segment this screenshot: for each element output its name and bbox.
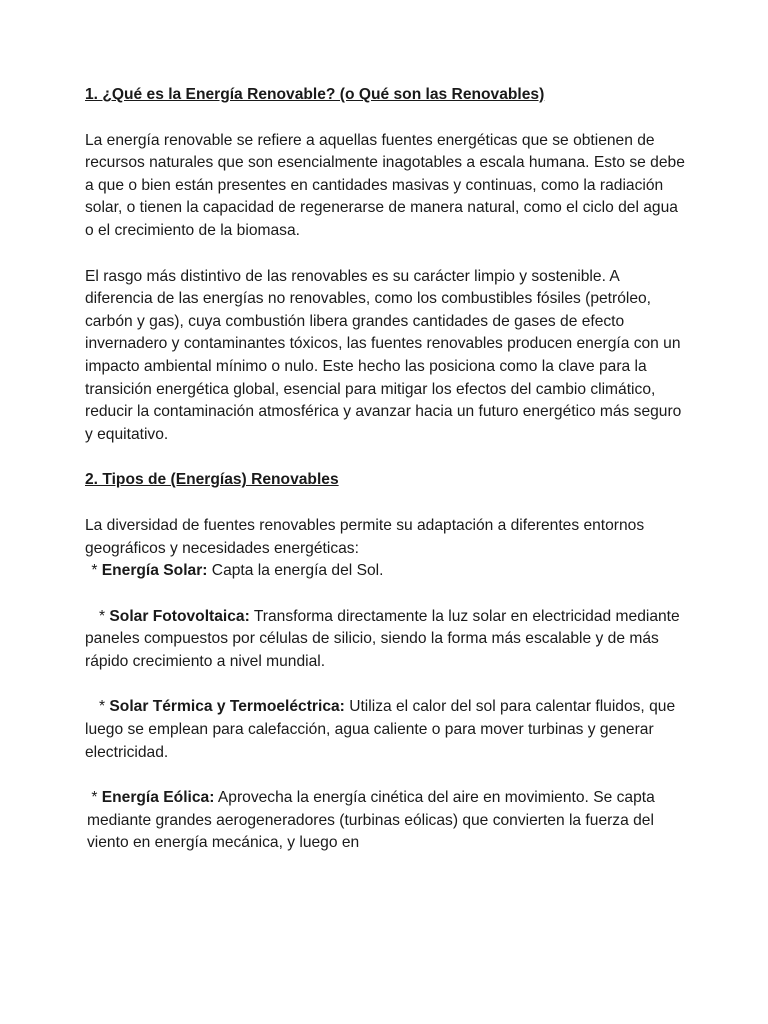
list-item-energia-eolica bbox=[85, 787, 685, 855]
list-item-energia-solar bbox=[85, 560, 685, 583]
list-item-term: Energía Solar: bbox=[101, 562, 208, 580]
list-item-text: Transforma directamente la luz solar en electricidad mediante paneles compuestos por células de silicio, siendo la forma más escalable y de más rápido crecimiento a nivel mundial. bbox=[85, 607, 685, 670]
list-item-text: Aprovecha la energía cinética del aire en movimiento. Se capta mediante grandes aerogeneradores (turbinas eólicas) que convierten la fuerza del viento en energía mecánica, y luego en bbox=[87, 789, 660, 852]
list-item-term: Energía Eólica: bbox=[101, 789, 215, 807]
list-item-text: Capta la energía del Sol. bbox=[207, 562, 384, 580]
list-item-term: Solar Fotovoltaica: bbox=[109, 607, 250, 625]
section-1-paragraph-2: El rasgo más distintivo de las renovables es su carácter limpio y sostenible. A diferencia de las energías no renovables, como los combustibles fósiles (petróleo, carbón y gas), cuya combustión libera grandes cantidades de gases de efecto invernadero y contaminantes tóxicos, las fuentes renovables producen energía con un impacto ambiental mínimo o nulo. Este hecho las posiciona como la clave para la transición energética global, esencial para mitigar los efectos del cambio climático, reducir la contaminación atmosférica y avanzar hacia un futuro energético más seguro y equitativo. bbox=[85, 267, 682, 443]
document-page bbox=[85, 84, 685, 855]
section-1-heading: 1. ¿Qué es la Energía Renovable? (o Qué son las Renovables) bbox=[85, 86, 545, 103]
section-2-heading: 2. Tipos de (Energías) Renovables bbox=[85, 471, 339, 489]
bullet-marker: * bbox=[99, 607, 110, 625]
list-item-solar-termica bbox=[85, 696, 685, 764]
list-item-term: Solar Térmica y Termoeléctrica: bbox=[109, 698, 345, 716]
list-item-solar-fotovoltaica bbox=[85, 606, 685, 674]
bullet-marker: * bbox=[99, 698, 110, 716]
list-item-text: Utiliza el calor del sol para calentar fluidos, que luego se emplean para calefacción, agua caliente o para mover turbinas y generar electricidad. bbox=[85, 698, 680, 761]
bullet-marker: * bbox=[87, 789, 102, 807]
section-1-paragraph-1: La energía renovable se refiere a aquellas fuentes energéticas que se obtienen de recursos naturales que son esencialmente inagotables a escala humana. Esto se debe a que o bien están presentes en cantidades masivas y continuas, como la radiación solar, o tienen la capacidad de regenerarse de manera natural, como el ciclo del agua o el crecimiento de la biomasa. bbox=[85, 131, 685, 239]
section-2-intro: La diversidad de fuentes renovables permite su adaptación a diferentes entornos geográficos y necesidades energéticas: bbox=[85, 516, 645, 557]
bullet-marker: * bbox=[87, 562, 102, 580]
